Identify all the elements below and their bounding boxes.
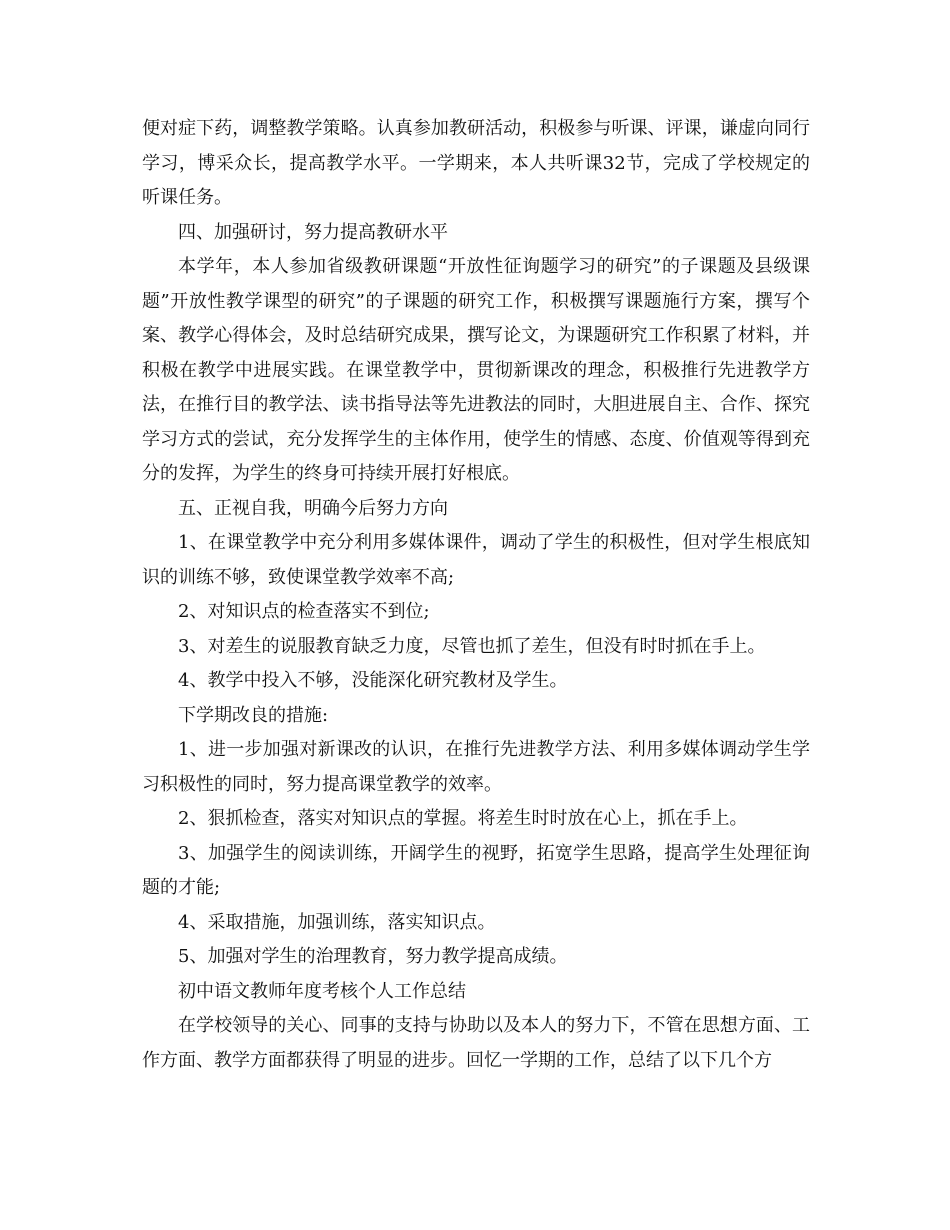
document-title: 初中语文教师年度考核个人工作总结 bbox=[178, 980, 466, 1002]
list-item: 5、加强对学生的治理教育，努力教学提高成绩。 bbox=[178, 946, 568, 967]
list-item: 3、对差生的说服教育缺乏力度，尽管也抓了差生，但没有时时抓在手上。 bbox=[178, 635, 766, 657]
list-item: 1、进一步加强对新课改的认识，在推行先进教学方法、利用多媒体调动学生学习积极性的同时，努力提高课堂教学的效率。 bbox=[142, 739, 810, 795]
list-item: 2、狠抓检查，落实对知识点的掌握。将差生时时放在心上，抓在手上。 bbox=[178, 808, 748, 829]
section-heading: 四、加强研讨，努力提高教研水平 bbox=[178, 221, 448, 243]
document-body bbox=[142, 112, 810, 1078]
paragraph: 在学校领导的关心、同事的支持与协助以及本人的努力下，不管在思想方面、工作方面、教学方面都获得了明显的进步。回忆一学期的工作，总结了以下几个方 bbox=[142, 1015, 810, 1071]
list-item: 4、采取措施，加强训练，落实知识点。 bbox=[178, 911, 496, 933]
list-item: 1、在课堂教学中充分利用多媒体课件，调动了学生的积极性，但对学生根底知识的训练不够，致使课堂教学效率不高; bbox=[142, 532, 810, 588]
list-item: 2、对知识点的检查落实不到位; bbox=[178, 601, 430, 622]
paragraph: 本学年，本人参加省级教研课题“开放性征询题学习的研究”的子课题及县级课题”开放性教学课型的研究”的子课题的研究工作，积极撰写课题施行方案，撰写个案、教学心得体会，及时总结研究成果，撰写论文，为课题研究工作积累了材料，并积极在教学中进展实践。在课堂教学中，贯彻新课改的理念，积极推行先进教学方法，在推行目的教学法、读书指导法等先进教法的同时，大胆进展自主、合作、探究学习方式的尝试，充分发挥学生的主体作用，使学生的情感、态度、价值观等得到充分的发挥，为学生的终身可持续开展打好根底。 bbox=[142, 256, 810, 484]
list-item: 4、教学中投入不够，没能深化研究教材及学生。 bbox=[178, 670, 568, 691]
paragraph: 便对症下药，调整教学策略。认真参加教研活动，积极参与听课、评课，谦虚向同行学习，博采众长，提高教学水平。一学期来，本人共听课32节，完成了学校规定的听课任务。 bbox=[142, 118, 810, 208]
section-heading: 五、正视自我，明确今后努力方向 bbox=[178, 497, 448, 519]
list-item: 3、加强学生的阅读训练，开阔学生的视野，拓宽学生思路，提高学生处理征询题的才能; bbox=[142, 842, 810, 898]
subheading: 下学期改良的措施: bbox=[178, 704, 329, 726]
